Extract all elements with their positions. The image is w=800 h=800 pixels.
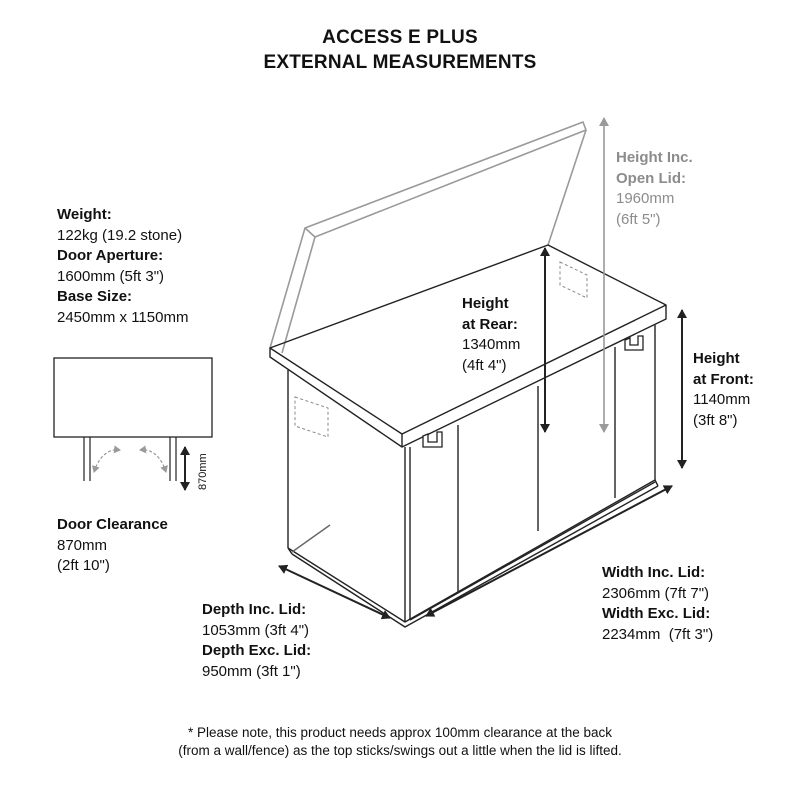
depth-inc-label: Depth Inc. Lid:	[202, 601, 307, 618]
depth-inc-value: 1053mm (3ft 4")	[202, 621, 310, 639]
door-clearance-block	[57, 515, 168, 577]
height-rear-label-1: Height	[462, 295, 509, 312]
aperture-label: Door Aperture:	[57, 247, 164, 264]
weight-label: Weight:	[57, 206, 112, 223]
height-open-lid-mm: 1960mm	[616, 190, 675, 207]
width-inc-label: Width Inc. Lid:	[602, 564, 706, 581]
height-rear-block	[462, 294, 520, 376]
door-clearance-diagram	[54, 358, 212, 490]
height-rear-imperial: (4ft 4")	[462, 356, 507, 374]
height-open-lid-label-2: Open Lid:	[616, 169, 686, 187]
title-line-1: ACCESS E PLUS	[322, 27, 478, 48]
width-exc-label: Width Exc. Lid:	[602, 605, 711, 622]
width-exc-value: 2234mm (7ft 3")	[602, 625, 714, 643]
door-clearance-label: Door Clearance	[57, 516, 168, 533]
height-front-block	[693, 349, 754, 431]
base-size-value: 2450mm x 1150mm	[57, 308, 189, 326]
base-size-label: Base Size:	[57, 288, 133, 305]
door-clearance-mm: 870mm	[57, 536, 108, 554]
height-front-mm: 1140mm	[693, 391, 751, 408]
depth-exc-value: 950mm (3ft 1")	[202, 662, 301, 680]
weight-value: 122kg (19.2 stone)	[57, 226, 183, 244]
height-open-lid-imperial: (6ft 5")	[616, 210, 661, 228]
depth-block	[202, 600, 311, 682]
height-open-lid-label-1: Height Inc.	[616, 149, 693, 166]
height-rear-mm: 1340mm	[462, 336, 521, 353]
open-lid	[270, 122, 586, 353]
title-line-2: EXTERNAL MEASUREMENTS	[263, 52, 537, 73]
lid-handles	[423, 336, 643, 447]
door-clearance-imperial: (2ft 10")	[57, 557, 110, 574]
height-front-label-1: Height	[693, 350, 740, 367]
specs-block	[57, 205, 188, 328]
footnote-line-1: * Please note, this product needs approx 100mm clearance at the back	[187, 725, 612, 740]
door-clearance-dimension: 870mm	[197, 453, 209, 490]
width-block	[602, 563, 713, 645]
height-open-lid-block	[616, 148, 693, 230]
height-front-imperial: (3ft 8")	[693, 411, 738, 429]
width-inc-value: 2306mm (7ft 7")	[602, 584, 710, 602]
height-rear-label-2: at Rear:	[462, 315, 518, 333]
aperture-value: 1600mm (5ft 3")	[57, 267, 165, 285]
side-vents	[295, 262, 587, 437]
depth-exc-label: Depth Exc. Lid:	[202, 642, 312, 659]
footnote-line-2: (from a wall/fence) as the top sticks/swings out a little when the lid is lifted.	[178, 743, 622, 758]
footnote	[0, 724, 800, 760]
height-front-label-2: at Front:	[693, 370, 754, 388]
